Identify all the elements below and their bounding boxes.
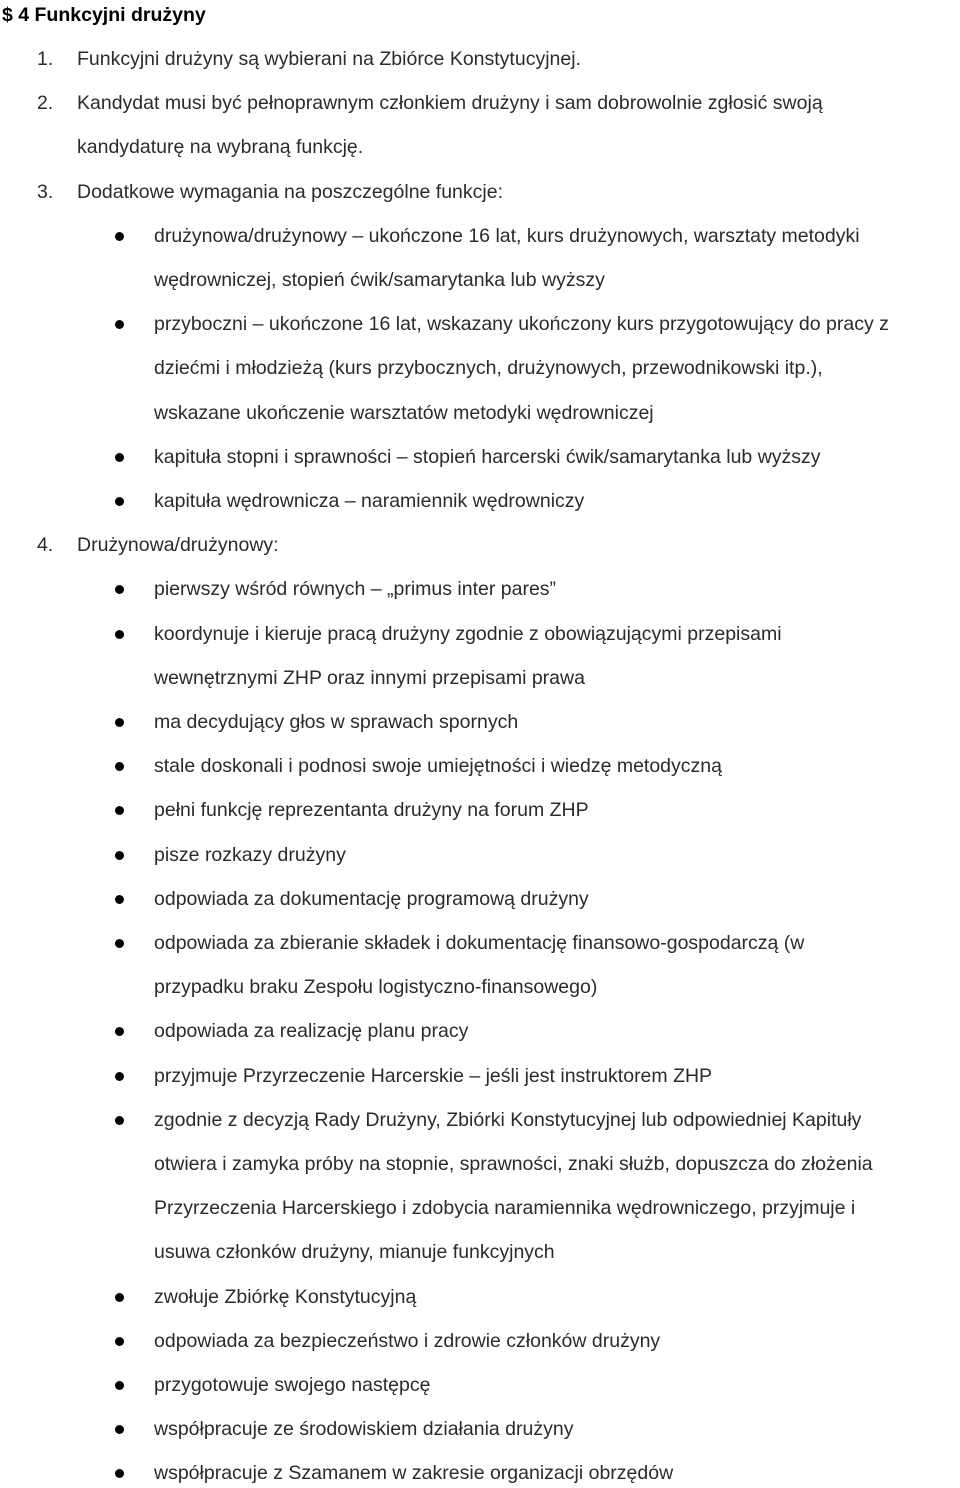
list-item-number: 4. (37, 534, 54, 556)
bullet-icon (115, 1381, 124, 1390)
bullet-item-text: koordynuje i kieruje pracą drużyny zgodnie z obowiązującymi przepisami (154, 623, 782, 645)
bullet-item-text: zwołuje Zbiórkę Konstytucyjną (154, 1286, 417, 1308)
bullet-icon (115, 1425, 124, 1434)
bullet-icon (115, 1469, 124, 1478)
bullet-item-text: współpracuje ze środowiskiem działania drużyny (154, 1418, 574, 1440)
bullet-item-text: pierwszy wśród równych – „primus inter pares” (154, 578, 557, 600)
bullet-item-text: odpowiada za zbieranie składek i dokumentację finansowo-gospodarczą (w (154, 932, 805, 954)
bullet-icon (115, 1337, 124, 1346)
bullet-icon (115, 806, 124, 815)
bullet-icon (115, 630, 124, 639)
section-title: $ 4 Funkcyjni drużyny (2, 4, 206, 26)
list-item-text: Funkcyjni drużyny są wybierani na Zbiórce Konstytucyjnej. (77, 48, 581, 70)
bullet-icon (115, 1116, 124, 1125)
bullet-item-text: Przyrzeczenia Harcerskiego i zdobycia naramiennika wędrowniczego, przyjmuje i (154, 1197, 856, 1219)
bullet-item-text: wskazane ukończenie warsztatów metodyki wędrowniczej (154, 402, 654, 424)
bullet-icon (115, 939, 124, 948)
list-item-text: Kandydat musi być pełnoprawnym członkiem drużyny i sam dobrowolnie zgłosić swoją (77, 92, 823, 114)
list-item-number: 1. (37, 48, 54, 70)
bullet-item-text: kapituła wędrownicza – naramiennik wędrowniczy (154, 490, 585, 512)
bullet-item-text: ma decydujący głos w sprawach spornych (154, 711, 519, 733)
bullet-icon (115, 718, 124, 727)
bullet-icon (115, 1027, 124, 1036)
bullet-item-text: zgodnie z decyzją Rady Drużyny, Zbiórki Konstytucyjnej lub odpowiedniej Kapituły (154, 1109, 862, 1131)
bullet-item-text: drużynowa/drużynowy – ukończone 16 lat, kurs drużynowych, warsztaty metodyki (154, 225, 860, 247)
bullet-icon (115, 762, 124, 771)
bullet-icon (115, 320, 124, 329)
bullet-item-text: pełni funkcję reprezentanta drużyny na forum ZHP (154, 799, 589, 821)
bullet-icon (115, 895, 124, 904)
bullet-item-text: współpracuje z Szamanem w zakresie organizacji obrzędów (154, 1462, 674, 1484)
bullet-item-text: stale doskonali i podnosi swoje umiejętności i wiedzę metodyczną (154, 755, 722, 777)
bullet-icon (115, 453, 124, 462)
list-item-number: 2. (37, 92, 54, 114)
bullet-icon (115, 851, 124, 860)
bullet-icon (115, 585, 124, 594)
list-item-text: Dodatkowe wymagania na poszczególne funkcje: (77, 181, 504, 203)
bullet-icon (115, 1072, 124, 1081)
bullet-item-text: wewnętrznymi ZHP oraz innymi przepisami prawa (154, 667, 585, 689)
bullet-item-text: przygotowuje swojego następcę (154, 1374, 431, 1396)
bullet-item-text: odpowiada za realizację planu pracy (154, 1020, 469, 1042)
bullet-item-text: wędrowniczej, stopień ćwik/samarytanka lub wyższy (154, 269, 605, 291)
bullet-item-text: przyjmuje Przyrzeczenie Harcerskie – jeśli jest instruktorem ZHP (154, 1065, 713, 1087)
bullet-item-text: usuwa członków drużyny, mianuje funkcyjnych (154, 1241, 555, 1263)
list-item-text: kandydaturę na wybraną funkcję. (77, 136, 364, 158)
list-item-number: 3. (37, 181, 54, 203)
bullet-item-text: pisze rozkazy drużyny (154, 844, 346, 866)
bullet-item-text: otwiera i zamyka próby na stopnie, sprawności, znaki służb, dopuszcza do złożenia (154, 1153, 873, 1175)
list-item-text: Drużynowa/drużynowy: (77, 534, 279, 556)
bullet-item-text: dziećmi i młodzieżą (kurs przybocznych, drużynowych, przewodnikowski itp.), (154, 357, 823, 379)
bullet-item-text: kapituła stopni i sprawności – stopień harcerski ćwik/samarytanka lub wyższy (154, 446, 821, 468)
bullet-icon (115, 497, 124, 506)
bullet-item-text: odpowiada za dokumentację programową drużyny (154, 888, 589, 910)
bullet-item-text: przypadku braku Zespołu logistyczno-finansowego) (154, 976, 598, 998)
bullet-icon (115, 232, 124, 241)
bullet-item-text: przyboczni – ukończone 16 lat, wskazany ukończony kurs przygotowujący do pracy z (154, 313, 889, 335)
bullet-item-text: odpowiada za bezpieczeństwo i zdrowie członków drużyny (154, 1330, 661, 1352)
bullet-icon (115, 1293, 124, 1302)
